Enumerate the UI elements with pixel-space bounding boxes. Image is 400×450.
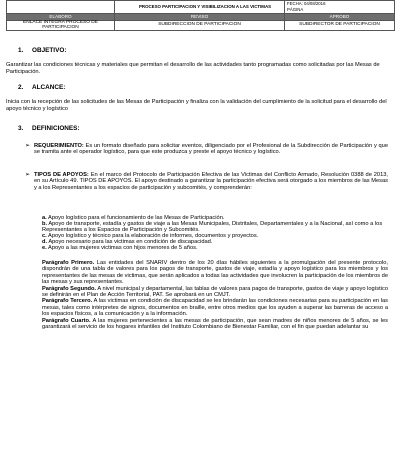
definition-text: Es un formato diseñado para solicitar eventos, diligenciado por el Profesional de la Subdirección de Participación y que se tramita ante el operador logístico, para que este produzca y preste el apoyo técnico y logístico.	[34, 143, 388, 156]
col-elaboro: ELABORO	[7, 14, 115, 21]
aprobo-name: SUBDIRECTOR DE PARTICIPACION	[285, 20, 395, 31]
list-text: Apoyo logístico y técnico para la elaboración de informes, documentos y proyectos.	[48, 233, 259, 240]
paragrafo-text: A las victimas en condición de discapacidad se les brindarán las condiciones necesarias para su participación en las mesas, tales como intérpretes de signos, documentos en braille, entre otros medios que los ayuden a superar las barreras de acceso a los espacios físicos, a la comunicación y a la información.	[42, 298, 388, 318]
elaboro-name: ENLACE INTEGRA PROCESO DE PARTICIPACION	[7, 20, 115, 31]
section-heading-objetivo	[18, 47, 66, 55]
apoyos-list	[42, 215, 388, 252]
list-letter: c.	[42, 233, 47, 240]
list-letter: b.	[42, 221, 48, 228]
section-title: DEFINICIONES:	[32, 125, 80, 132]
section-title: ALCANCE:	[32, 84, 66, 91]
list-item	[42, 245, 388, 251]
section-title: OBJETIVO:	[32, 47, 67, 54]
list-text: Apoyo a las mujeres victimas con hijos menores de 5 años.	[48, 245, 198, 252]
reviso-name: SUBDIRECCION DE PARTICIPACION	[115, 20, 285, 31]
paragrafo	[42, 298, 388, 317]
list-letter: e.	[42, 245, 47, 252]
definition-term: REQUERIMIENTO:	[34, 143, 84, 149]
paragrafo-label: Parágrafo Cuarto.	[42, 317, 91, 324]
paragrafo-label: Parágrafo Primero.	[42, 260, 95, 266]
section-number: 3.	[18, 125, 24, 132]
list-letter: d.	[42, 239, 48, 246]
paragrafo	[42, 286, 388, 299]
paragrafo-text: Las entidades del SNARIV dentro de los 20 días hábiles siguientes a la promulgación del presente protocolo, dispondrán de una tabla de valores para los pagos de transporte, gastos de viaje, estadía y apoyo logístico para los miembros y los representantes de las mesas de victimas, que serán aplicados a todas las actividades que involucren la participación de los miembros de las mesas y sus representantes.	[42, 260, 388, 286]
paragrafo-label: Parágrafo Tercero.	[42, 298, 93, 305]
definition-term: TIPOS DE APOYOS:	[34, 172, 89, 178]
paragrafo-text: A las mujeres pertenecientes a las mesas de participación, que sean madres de niños menores de 5 años, se les garantizará el servicio de los hogares infantiles del Instituto Colombiano de Bienestar Familiar, con el fin que puedan adelantar su	[42, 317, 388, 331]
arrow-bullet-icon: ➢	[25, 143, 31, 149]
list-item	[42, 221, 388, 233]
header-logo-cell	[7, 1, 115, 14]
list-text: Apoyo necesario para las victimas en condición de discapacidad.	[48, 239, 213, 246]
paragrafo	[42, 318, 388, 331]
list-text: Apoyo de transporte, estadía y gastos de viaje a las Mesas Municipales, Distritales, Departamentales y a la Nacional, así como a los Representantes a los Espacios de Participación y Subcomités.	[42, 221, 383, 234]
header-date: FECHA: 04/08/2016	[287, 1, 326, 6]
definition-tipos-de-apoyos	[25, 172, 389, 191]
paragrafo	[42, 260, 388, 286]
section-heading-alcance	[18, 84, 65, 92]
process-title: PROCESO PARTICIPACION Y VISIBILIZACION A LAS VICTIMAS	[115, 1, 285, 14]
alcance-text: Inicia con la recepción de las solicitudes de las Mesas de Participación y finaliza con la validación del cumplimiento de la solicitud para el desarrollo del apoyo técnico y logístico	[6, 99, 387, 112]
section-number: 2.	[18, 84, 24, 91]
document-header-table	[6, 0, 395, 31]
definition-text: En el marco del Protocolo de Participación Efectiva de las Victimas del Conflicto Armado, Resolución 0388 de 2013, en su Artículo 49. TIPOS DE APOYOS. El apoyo destinado a garantizar la participación efectiva será otorgado a los miembros de las Mesas y a los Representantes a los espacios de participación y subcomités, y comprenderán:	[34, 172, 389, 191]
section-heading-definiciones	[18, 125, 80, 133]
list-text: Apoyo logístico para el funcionamiento de las Mesas de Participación.	[48, 215, 225, 221]
paragrafos-block	[42, 260, 388, 330]
paragrafo-text: A nivel municipal y departamental, las tablas de valores para pagos de transporte, gastos de viaje y apoyo logístico se definirán en el Plan de Acción Territorial, PAT. Se aprobará en un CMJT.	[42, 285, 388, 299]
header-page-label: PÁGINA	[287, 7, 304, 12]
header-meta-cell	[285, 1, 395, 14]
arrow-bullet-icon: ➢	[25, 172, 31, 178]
definition-requerimiento	[25, 143, 388, 156]
section-number: 1.	[18, 47, 24, 54]
col-aprobo: APROBO	[285, 14, 395, 21]
list-letter: a.	[42, 215, 47, 221]
paragrafo-label: Parágrafo Segundo.	[42, 285, 97, 292]
objetivo-text: Garantizar las condiciones técnicas y materiales que permitan el desarrollo de las actividades tanto programadas como solicitadas por las Mesas de Participación.	[6, 62, 380, 75]
col-reviso: REVISO	[115, 14, 285, 21]
